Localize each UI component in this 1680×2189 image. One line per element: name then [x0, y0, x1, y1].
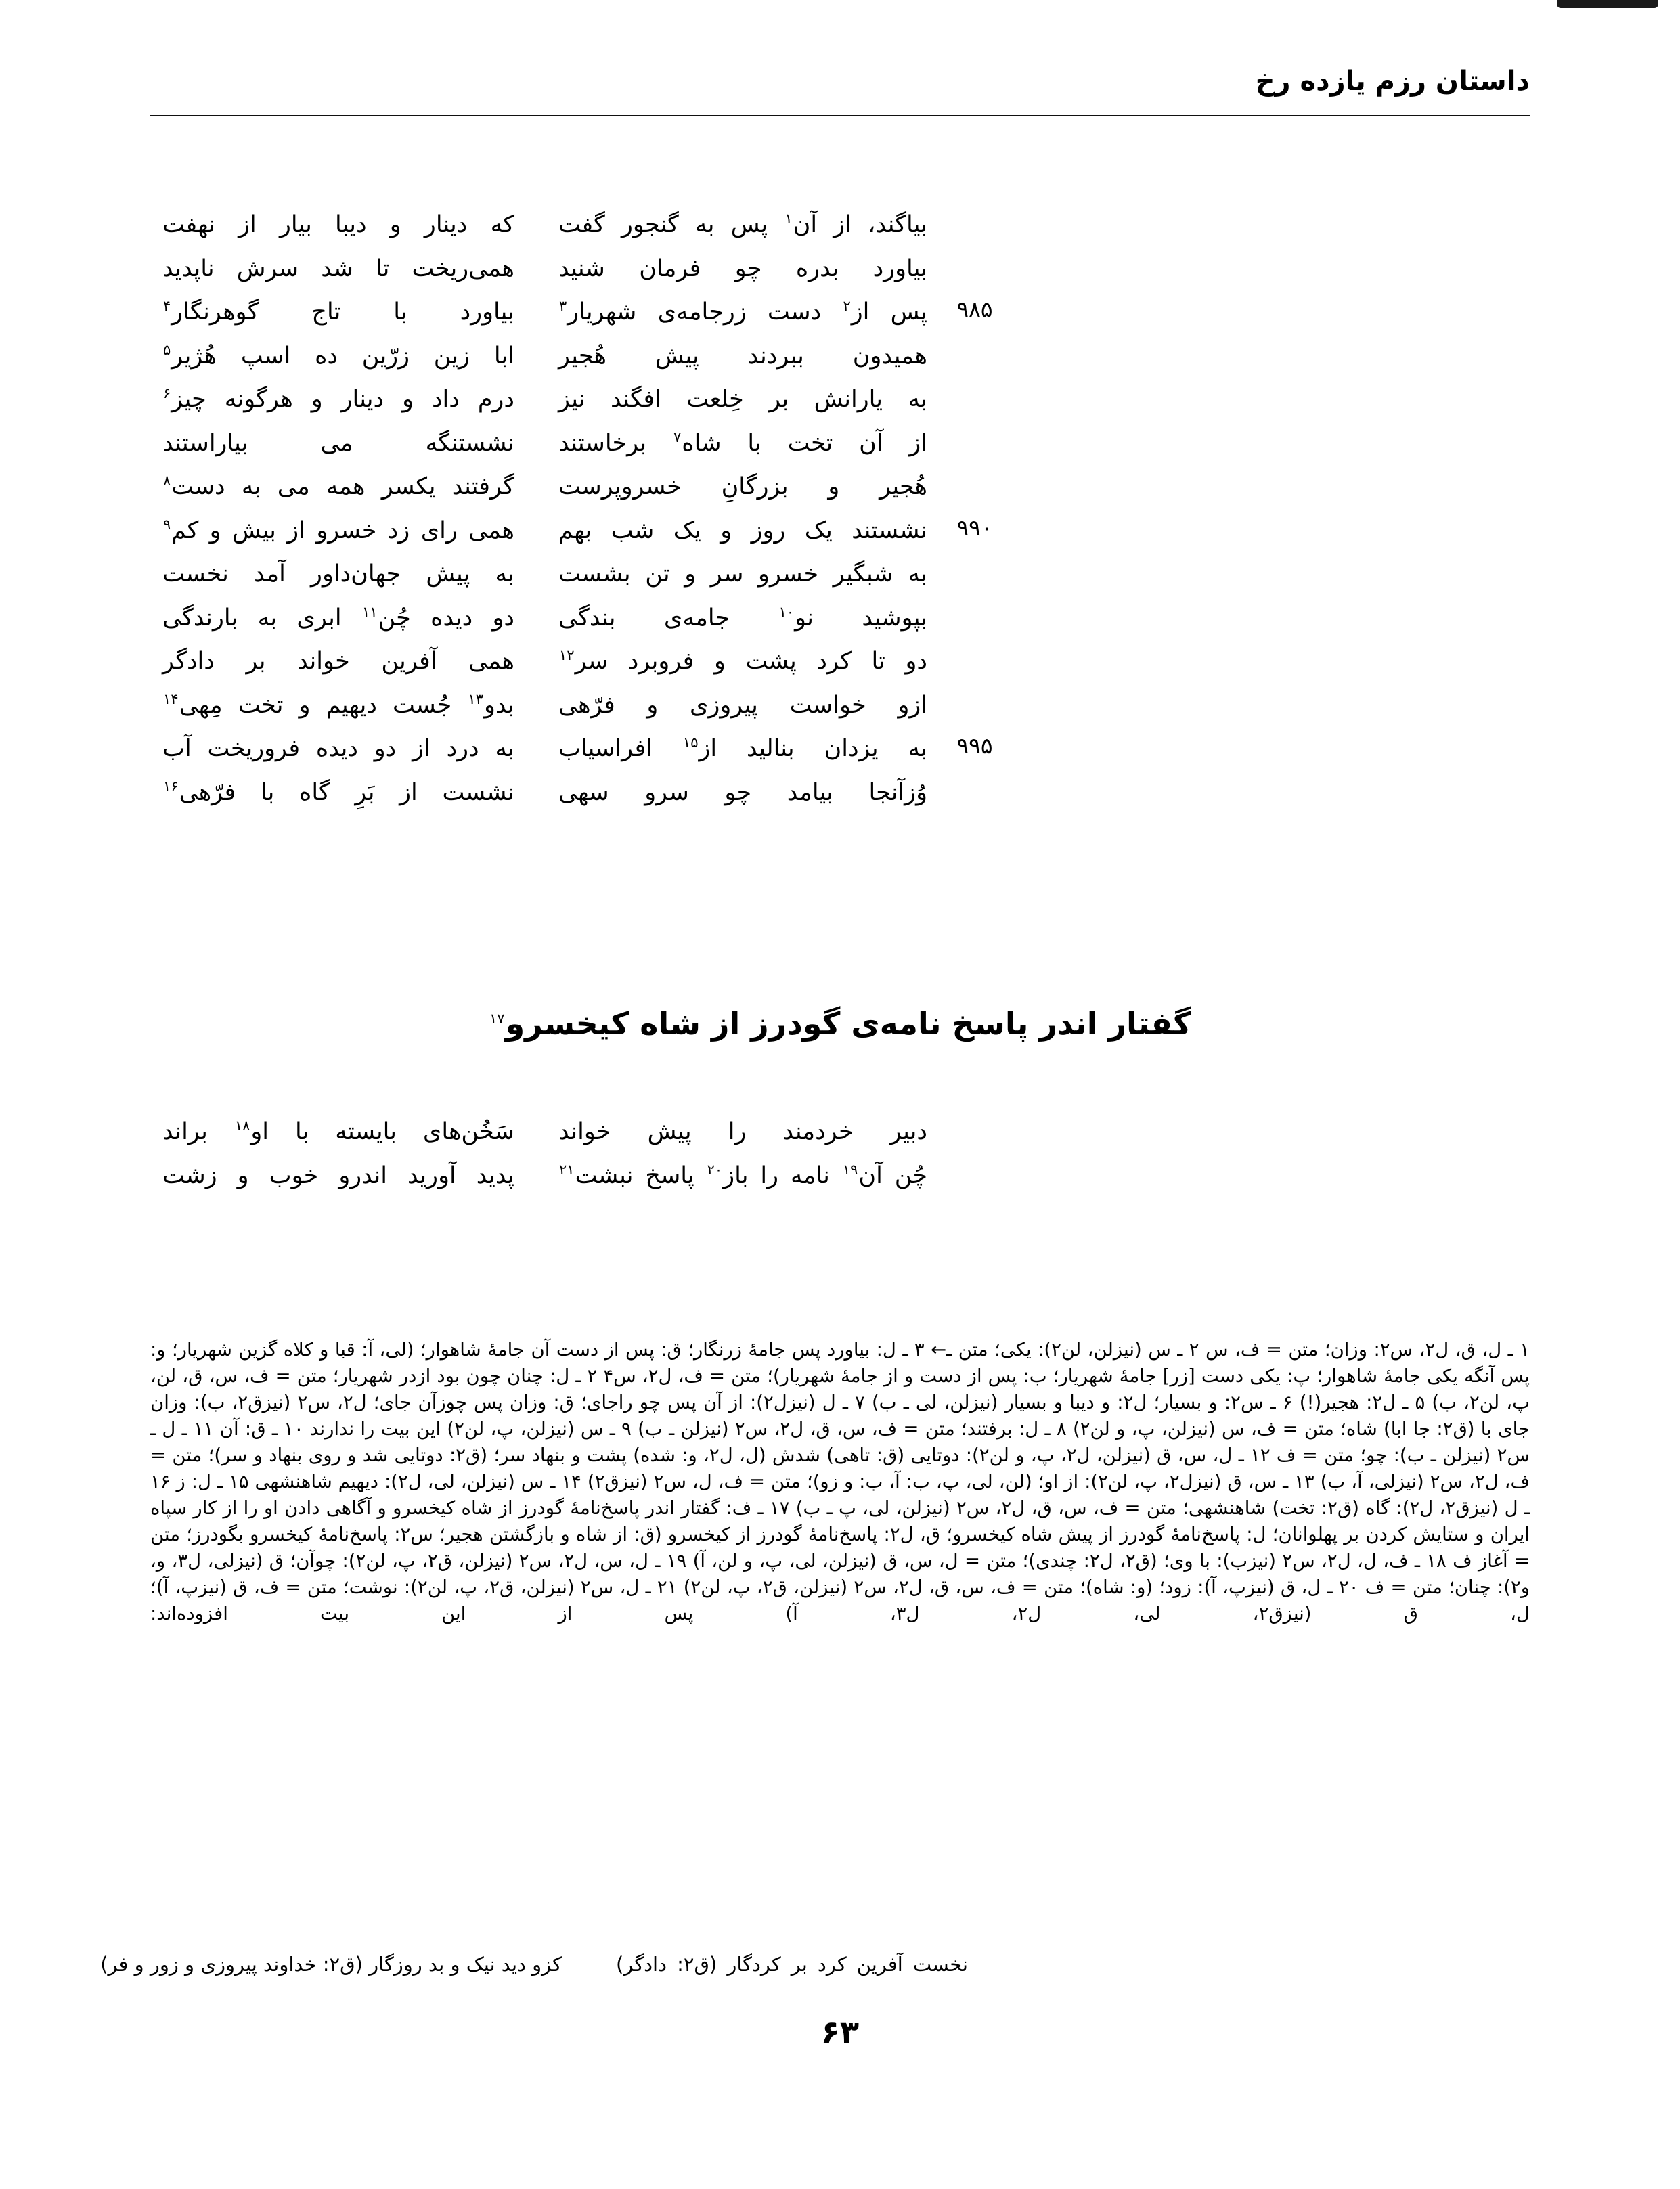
couplet: [150, 334, 1530, 378]
verse-line-number: ۹۸۵: [956, 296, 993, 322]
hemistich-second: نشستنگه می بیاراستند: [162, 429, 514, 457]
footnote-marker: ۲۱: [559, 1161, 575, 1178]
hemistich-second: همی رای زد خسرو از بیش و کم$^۹$: [163, 516, 514, 544]
footnote-marker: ۹: [163, 516, 171, 533]
verse-area-after-heading: [150, 1110, 1530, 1197]
hemistich-first: پس از$^۲$ دست زرجامه‌ی شهریار$^۳$: [559, 298, 927, 326]
critical-apparatus: [150, 1337, 1530, 1628]
hemistich-second: گرفتند یکسر همه می به دست$^۸$: [163, 472, 514, 500]
verse-area: [150, 203, 1530, 814]
hemistich-second: ابا زین زرّین ده اسپ هُژیر$^۵$: [163, 341, 514, 370]
couplet: [150, 422, 1530, 466]
footnote-marker: ۱۳: [468, 690, 483, 707]
verse-line-number: ۹۹۵: [956, 732, 993, 759]
verse-list-after-heading: [150, 1110, 1530, 1197]
hemistich-first: به یزدان بنالید از$^{۱۵}$ افراسیاب: [558, 734, 928, 762]
couplet: [150, 640, 1530, 684]
couplet: [150, 1110, 1530, 1154]
couplet: [150, 465, 1530, 509]
footnote-marker: ۵: [163, 341, 171, 358]
hemistich-second: پدید آورید اندرو خوب و زشت: [162, 1162, 514, 1189]
bleed-crop-mark: [1557, 0, 1658, 8]
hemistich-second: که دینار و دیبا بیار از نهفت: [162, 211, 514, 238]
hemistich-first: دو تا کرد پشت و فروبرد سر$^{۱۲}$: [559, 647, 927, 675]
couplet: [150, 378, 1530, 422]
added-couplet-hemistich-b: کزو دید نیک و بد روزگار (ق‎۲: خداوند پیروزی و زور و فر): [100, 1953, 562, 1976]
footnote-marker: ۶: [163, 385, 171, 402]
hemistich-first: هُجیر و بزرگانِ خسروپرست: [558, 473, 927, 500]
apparatus-added-couplet: [100, 1953, 1530, 1989]
footnote-marker: ۸: [163, 472, 171, 489]
footnote-marker: ۱۴: [163, 690, 179, 707]
running-head-title: داستان رزم یازده رخ: [1255, 66, 1530, 97]
apparatus-notes: ۱ ـ ل، ق، ل‎۲، س‎۲: وزان؛ متن = ف، س ۲ ـ س (نیز‌لن، لن‎۲): یکی؛ متن ـ← ۳ ـ ل: بیاورد پس جامهٔ زرنگار؛ ق: پس از دست آن جامهٔ شاهوار؛ (لی، آ: قبا و کلاه گزین شهریار؛ و: پس آنگه یکی جامهٔ شاهوار؛ پ: یکی دست [زر] جامهٔ شهریار؛ ب: پس از دست و از جامهٔ شهریار)؛ متن = ف، ل‎۲، س‎۲ ۴ ـ ل: چنان چون بود ازدر شهریار؛ متن = ف، س، ق، لن، پ، لن‎۲، ب) ۵ ـ ل‎۲: هجیر(!) ۶ ـ س‎۲: و بسیار؛ ل‎۲: و دیبا و بسیار (نیز‌لن، لی ـ ب) ۷ ـ ل (نیز‌ل‎۲): از آن پس چو راجای؛ ق: وزان پس چوزآن جای؛ ل‎۲، س‎۲ (نیز‌ق‎۲، ب): وزان جای با (ق‎۲: جا ابا) شاه؛ متن = ف، س (نیز‌لن، پ، و لن‎۲) ۸ ـ ل: برفتند؛ متن = ف، س، ق، ل‎۲، س‎۲ (نیز‌لن ـ ب) ۹ ـ س (نیز‌لن، پ، لن‎۲) این بیت را ندارند ۱۰ ـ ق: آن ۱۱ ـ ل ـ س‎۲ (نیز‌لن ـ ب): چو؛ متن = ف ۱۲ ـ ل، س، ق (نیز‌لن، ل‎۲، پ، و لن‎۲): دوتایی (ق: تاهی) شدش (ل، ل‎۲، و: شده) پشت و بنهاد سر؛ (ق‎۲: دوتایی شد و روی بنهاد و سر)؛ متن = ف، ل‎۲، س‎۲ (نیز‌لی، آ، ب) ۱۳ ـ س، ق (نیز‌ل‎۲، پ، لن‎۲): از او؛ (لن، لی، پ، ب: آ، ب: و زو)؛ متن = ف، ل، س‎۲ (نیز‌ق‎۲) ۱۴ ـ س (نیز‌لن، لی، ل‎۲): دیهیم شاهنشهی ۱۵ ـ ل: ز ۱۶ ـ ل (نیز‌ق‎۲، ل‎۲): گاه (ق‎۲: تخت) شاهنشهی؛ متن = ف، س، ق، ل‎۲، س‎۲ (نیز‌لن، لی، پ ـ ب) ۱۷ ـ ف: گفتار اندر پاسخ‌نامهٔ گودرز از شاه کیخسرو و آگاهی دادن او را از کار سپاه ایران و ستایش کردن بر پهلوانان؛ ل: پاسخ‌نامهٔ گودرز از پیش شاه کیخسرو؛ ق، ل‎۲: پاسخ‌نامهٔ گودرز از کیخسرو (ق: از شاه و بازگشتن هجیر؛ س‎۲: پاسخ‌نامهٔ کیخسرو بگودرز؛ متن = آغاز ف ۱۸ ـ ف، ل، ل‎۲، س‎۲ (نیز‌ب): با وی؛ (ق‎۲، ل‎۲: چندی)؛ متن = ل، س، ق (نیز‌لن، لی، پ، و لن، آ) ۱۹ ـ ل، س، ل‎۲، س‎۲ (نیز‌لن، ق‎۲، پ، لن‎۲): چوآن؛ ق (نیز‌لی، ل‎۳، و، و‎۲): چنان؛ متن = ف ۲۰ ـ ل، ق (نیز‌پ، آ): زود؛ (و: شاه)؛ متن = ف، س، ق، ل‎۲، س‎۲ (نیز‌لن، ق‎۲، پ، لن‎۲) ۲۱ ـ ل، س‎۲ (نیز‌لن، ق‎۲، پ، لن‎۲): نوشت؛ متن = ف، ق (نیز‌پ، آ)؛ ل، ق (نیز‌ق‎۲، لی، ل‎۲، ل‎۳، آ) پس از این بیت افزوده‌اند:: [150, 1339, 1530, 1625]
hemistich-first: وُزآنجا بیامد چو سرو سهی: [558, 778, 927, 806]
couplet: [150, 552, 1530, 596]
footnote-marker: ۲: [843, 298, 851, 315]
hemistich-second: بیاورد با تاج گوهرنگار$^۴$: [163, 298, 514, 326]
hemistich-first: بپوشید نو$^{۱۰}$ جامه‌ی بندگی: [558, 603, 928, 632]
couplet: [150, 1154, 1530, 1198]
footnote-marker: ۱۵: [682, 734, 699, 751]
hemistich-second: به پیش جهان‌داور آمد نخست: [162, 560, 514, 588]
hemistich-first: بیاورد بدره چو فرمان شنید: [558, 255, 927, 282]
hemistich-first: ازو خواست پیروزی و فرّهی: [558, 691, 927, 719]
footnote-marker: ۱۹: [842, 1161, 858, 1178]
hemistich-second: دو دیده چُن$^{۱۱}$ ابری به بارندگی: [162, 603, 514, 632]
couplet: [150, 727, 1530, 771]
footnote-marker: ۱۲: [559, 647, 575, 664]
hemistich-second: بدو$^{۱۳}$ جُست دیهیم و تخت مِهی$^{۱۴}$: [163, 690, 514, 719]
footnote-marker: ۱: [784, 211, 793, 227]
added-couplet-hemistich-a: نخست آفرین کرد بر کردگار (ق‎۲: دادگر): [616, 1953, 968, 1976]
hemistich-first: همیدون ببردند پیش هُجیر: [558, 342, 927, 370]
couplet: [150, 290, 1530, 334]
verse-line-number: ۹۹۰: [956, 514, 993, 541]
hemistich-second: نشست از بَرِ گاه با فرّهی$^{۱۶}$: [163, 778, 514, 806]
hemistich-second: همی‌ریخت تا شد سرش ناپدید: [162, 255, 514, 282]
hemistich-second: به درد از دو دیده فروریخت آب: [162, 735, 514, 762]
hemistich-second: همی آفرین خواند بر دادگر: [162, 648, 514, 675]
hemistich-first: به یارانش بر خِلعت افگند نیز: [558, 386, 927, 413]
hemistich-first: به شبگیر خسرو سر و تن بشست: [558, 560, 927, 588]
section-heading-footnote-marker: ۱۷: [489, 1010, 505, 1027]
hemistich-first: بیاگند، از آن$^۱$ پس به گنجور گفت: [558, 211, 928, 238]
hemistich-second: سَخُن‌های بایسته با او$^{۱۸}$ براند: [162, 1118, 514, 1145]
folio-number: ۶۳: [820, 2014, 860, 2050]
couplet: [150, 684, 1530, 728]
footnote-marker: ۱۰: [778, 603, 795, 620]
footnote-marker: ۱۸: [234, 1118, 250, 1134]
hemistich-first: دبیر خردمند را پیش خواند: [558, 1118, 927, 1145]
running-head-rule: [150, 115, 1530, 116]
couplet: [150, 509, 1530, 553]
couplet: [150, 771, 1530, 815]
footnote-marker: ۲۰: [707, 1161, 723, 1178]
couplet: [150, 203, 1530, 247]
section-heading: [150, 1005, 1530, 1042]
footnote-marker: ۱۱: [361, 603, 378, 620]
hemistich-first: از آن تخت با شاه$^۷$ برخاستند: [558, 428, 927, 457]
footnote-marker: ۴: [163, 298, 171, 315]
couplet: [150, 596, 1530, 640]
section-heading-text: گفتار اندر پاسخ نامه‌ی گودرز از شاه کیخسرو: [505, 1005, 1191, 1042]
footnote-marker: ۷: [673, 428, 682, 445]
hemistich-second: درم داد و دینار و هرگونه چیز$^۶$: [163, 385, 514, 413]
running-head: [150, 66, 1530, 116]
hemistich-first: نشستند یک روز و یک شب بهم: [558, 516, 927, 544]
couplet: [150, 247, 1530, 291]
footnote-marker: ۱۶: [163, 778, 179, 795]
verse-list: [150, 203, 1530, 814]
footnote-marker: ۳: [559, 298, 567, 315]
hemistich-first: چُن آن$^{۱۹}$ نامه را باز$^{۲۰}$ پاسخ نبشت$^{۲۱}$: [559, 1161, 928, 1189]
